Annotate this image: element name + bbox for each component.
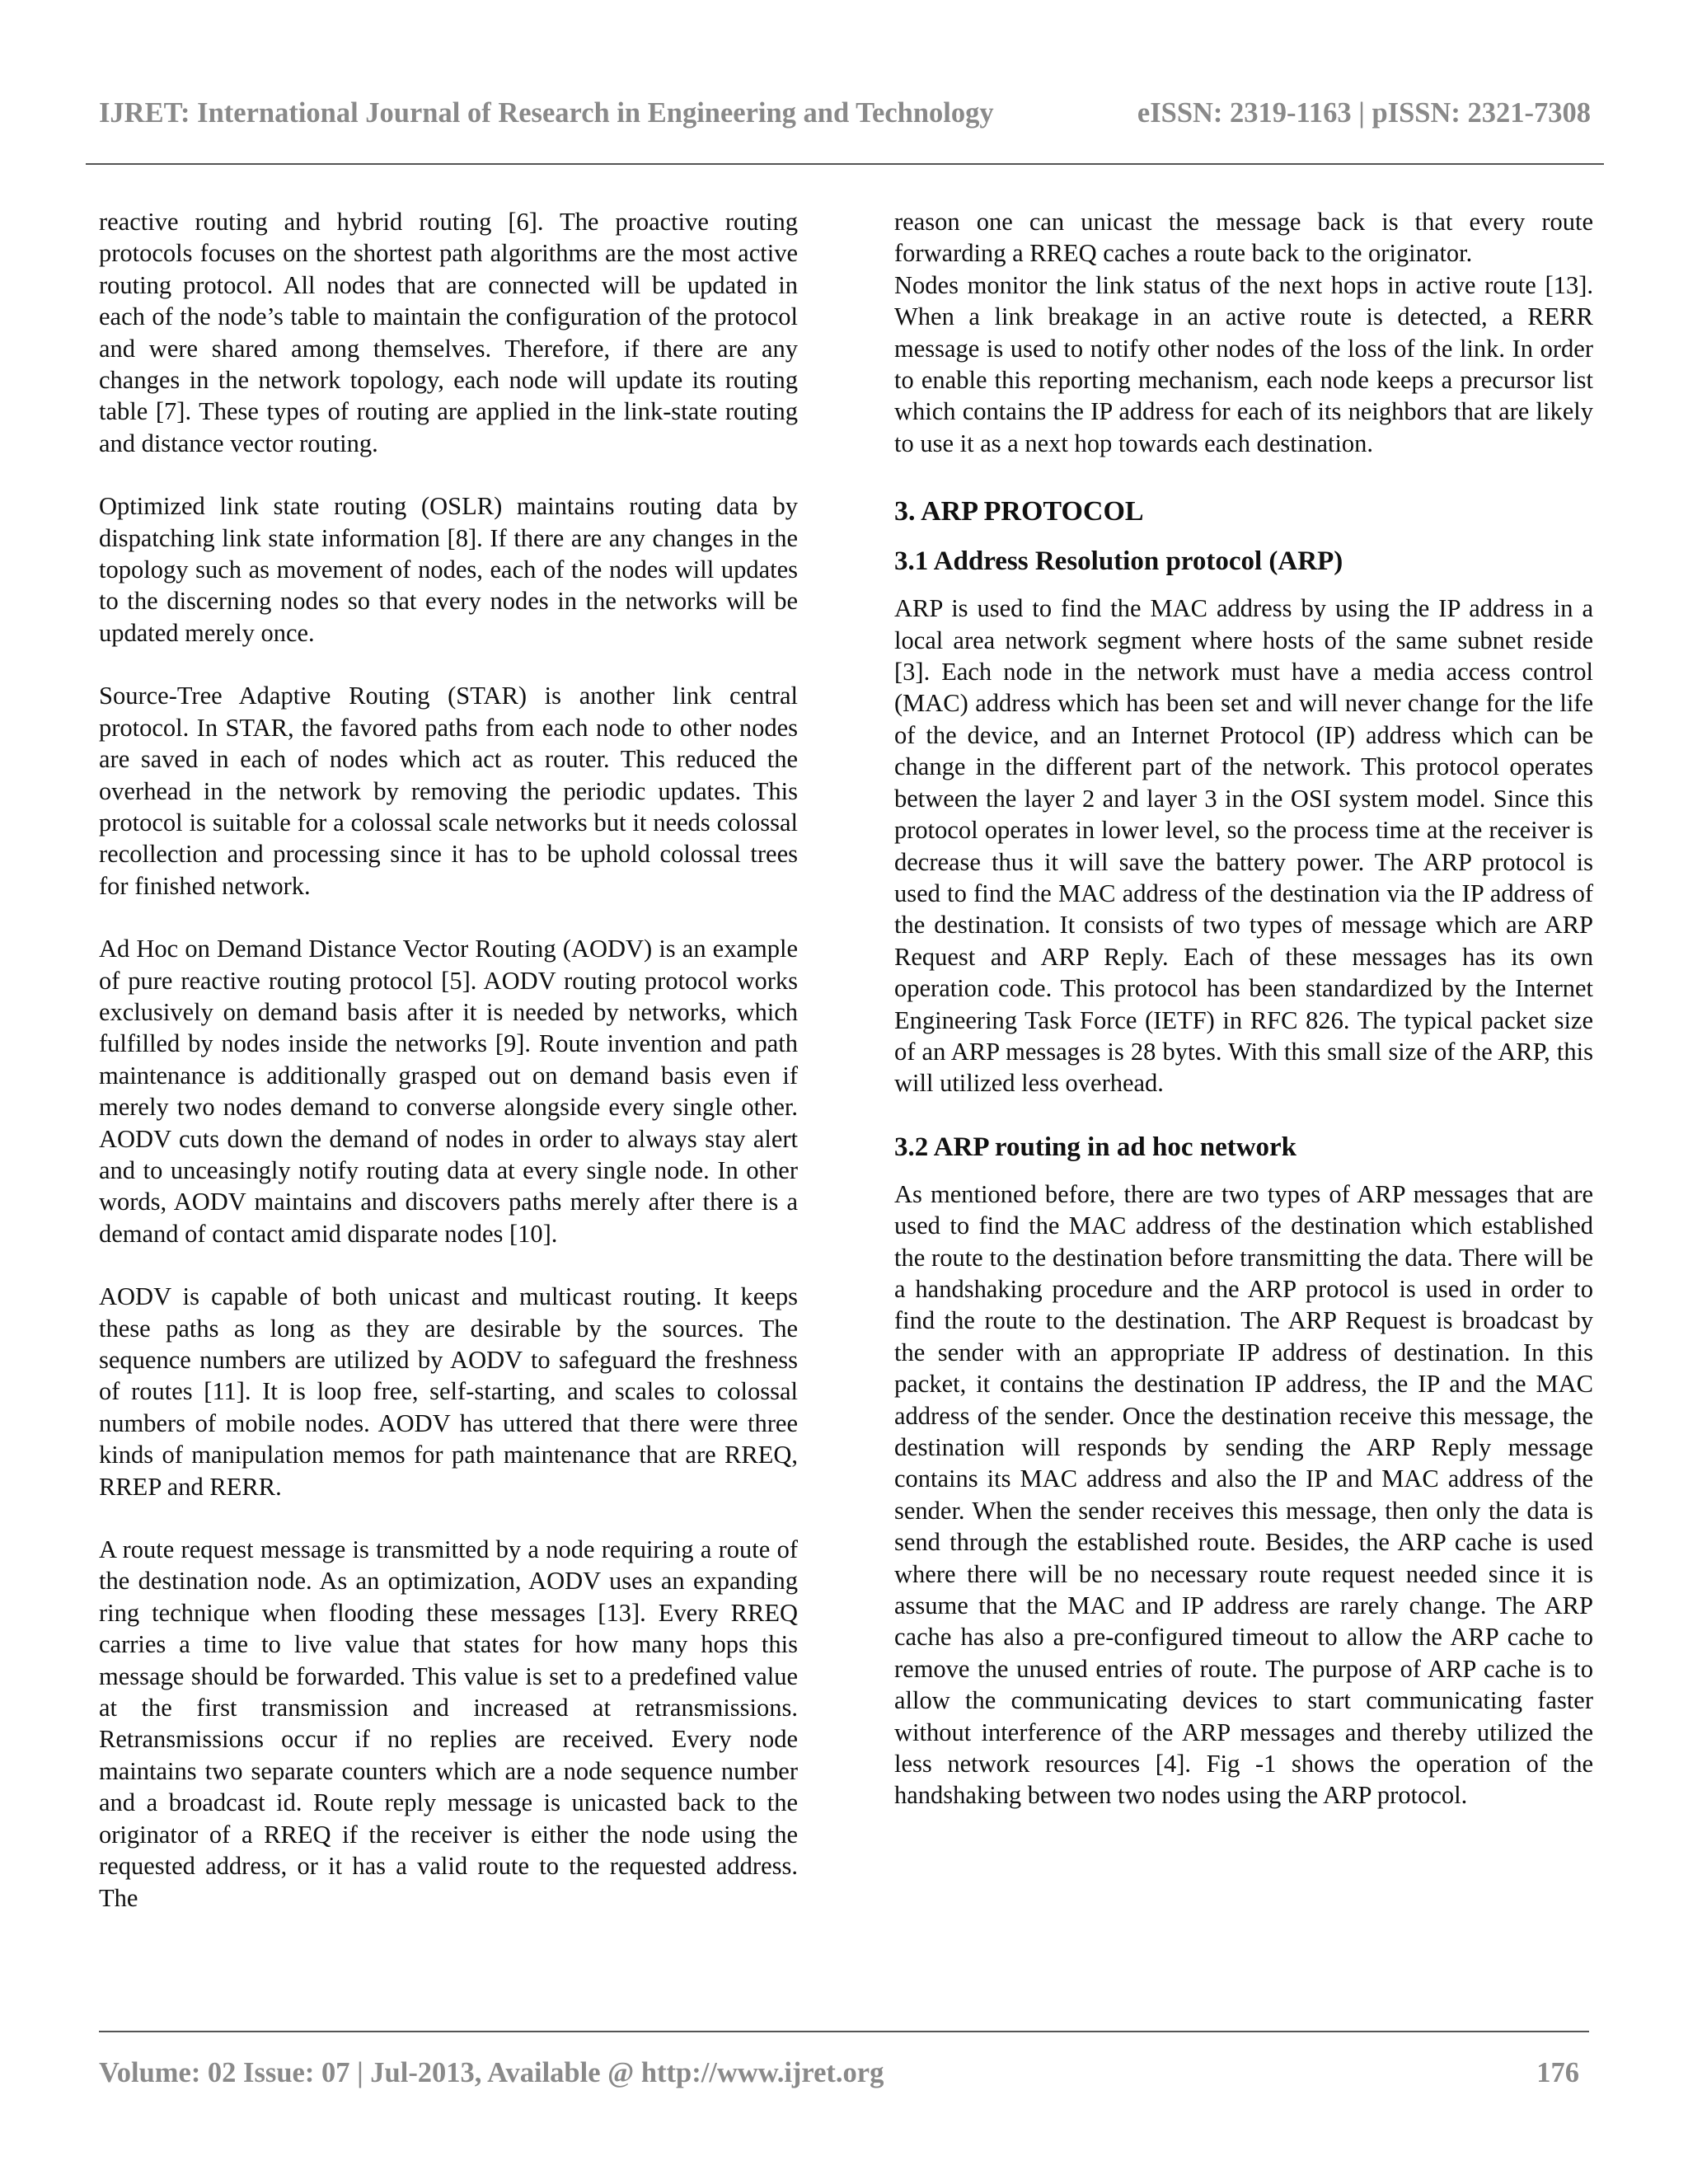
section-heading-arp-protocol: 3. ARP PROTOCOL [894, 496, 1144, 527]
paragraph-aodv-intro: Ad Hoc on Demand Distance Vector Routing (AODV) is an example of pure reactive routing protocol [5]. AODV routing protocol works exclusively on demand basis after it is needed by networks, which fulfilled by nodes inside the networks [9]. Route invention and path maintenance is additionally grasped out on demand basis even if merely two nodes demand to converse alongside every single other. AODV cuts down the demand of nodes in order to always stay alert and to unceasingly notify routing data at every single node. In other words, AODV maintains and discovers paths merely after there is a demand of contact amid disparate nodes [10]. [99, 935, 798, 1248]
paragraph-proactive-routing: reactive routing and hybrid routing [6]. The proactive routing protocols focuses on the shortest path algorithms are the most active routing protocol. All nodes that are connected will be updated in each of the node’s table to maintain the configuration of the protocol and were shared among themselves. Therefore, if there are any changes in the network topology, each node will update its routing table [7]. These types of routing are applied in the link-state routing and distance vector routing. [99, 208, 798, 457]
subsection-heading-arp-routing: 3.2 ARP routing in ad hoc network [894, 1132, 1297, 1162]
right-column [894, 206, 1593, 1811]
header-divider [86, 163, 1604, 165]
page-footer [99, 2057, 1579, 2089]
paragraph-arp-routing: As mentioned before, there are two types of ARP messages that are used to find the MAC address of the destination which established the route to the destination before transmitting the data. There will be a handshaking procedure and the ARP protocol is used in order to find the route to the destination. The ARP Request is broadcast by the sender with an appropriate IP address of destination. In this packet, it contains the destination IP address, the IP and the MAC address of the sender. Once the destination receive this message, the destination will responds by sending the ARP Reply message contains its MAC address and also the IP and MAC address of the sender. When the sender receives this message, then only the data is send through the established route. Besides, the ARP cache is used where there will be no necessary route request needed since it is assume that the MAC and IP address are rarely change. The ARP cache has also a pre-configured timeout to allow the ARP cache to remove the unused entries of route. The purpose of ARP cache is to allow the communicating devices to start communicating faster without interference of the ARP messages and thereby utilized the less network resources [4]. Fig -1 shows the operation of the handshaking between two nodes using the ARP protocol. [894, 1179, 1593, 1810]
paragraph-route-request: A route request message is transmitted by a node requiring a route of the destination node. As an optimization, AODV uses an expanding ring technique when flooding these messages [13]. Every RREQ carries a time to live value that states for how many hops this message should be forwarded. This value is set to a predefined value at the first transmission and increased at retransmissions. Retransmissions occur if no replies are received. Every node maintains two separate counters which are a node sequence number and a broadcast id. Route reply message is unicasted back to the originator of a RREQ if the receiver is either the node using the requested address, or it has a valid route to the requested address. The [99, 1535, 798, 1912]
paragraph-star: Source-Tree Adaptive Routing (STAR) is another link central protocol. In STAR, the favored paths from each node to other nodes are saved in each of nodes which act as router. This reduced the overhead in the network by removing the periodic updates. This protocol is suitable for a colossal scale networks but it needs colossal recollection and processing since it has to be uphold colossal trees for finished network. [99, 682, 798, 900]
paragraph-link-monitoring: Nodes monitor the link status of the next hops in active route [13]. When a link breakage in an active route is detected, a RERR message is used to notify other nodes of the loss of the link. In order to enable this reporting mechanism, each node keeps a precursor list which contains the IP address for each of its neighbors that are likely to use it as a next hop towards each destination. [894, 270, 1593, 457]
page-number: 176 [1536, 2057, 1579, 2088]
issn-info: eISSN: 2319-1163 | pISSN: 2321-7308 [1137, 97, 1591, 129]
paragraph-aodv-unicast: AODV is capable of both unicast and multicast routing. It keeps these paths as long as they are desirable by the sources. The sequence numbers are utilized by AODV to safeguard the freshness of routes [11]. It is loop free, self-starting, and scales to colossal numbers of mobile nodes. AODV has uttered that there were three kinds of manipulation memos for path maintenance that are RREQ, RREP and RERR. [99, 1282, 798, 1501]
volume-info: Volume: 02 Issue: 07 | Jul-2013, Available @ http://www.ijret.org [99, 2057, 884, 2088]
paragraph-unicast-reason: reason one can unicast the message back is that every route forwarding a RREQ caches a route back to the originator. [894, 208, 1593, 268]
subsection-heading-arp: 3.1 Address Resolution protocol (ARP) [894, 546, 1343, 577]
paragraph-arp-description: ARP is used to find the MAC address by using the IP address in a local area network segment where hosts of the same subnet reside [3]. Each node in the network must have a media access control (MAC) address which has been set and will never change for the life of the device, and an Internet Protocol (IP) address which can be change in the different part of the network. This protocol operates between the layer 2 and layer 3 in the OSI system model. Since this protocol operates in lower level, so the process time at the receiver is decrease thus it will save the battery power. The ARP protocol is used to find the MAC address of the destination via the IP address of the destination. It consists of two types of message which are ARP Request and ARP Reply. Each of these messages has its own operation code. This protocol has been standardized by the Internet Engineering Task Force (IETF) in RFC 826. The typical packet size of an ARP messages is 28 bytes. With this small size of the ARP, this will utilized less overhead. [894, 594, 1593, 1098]
journal-title: IJRET: International Journal of Research in Engineering and Technology [99, 97, 994, 129]
footer-divider [99, 2031, 1589, 2032]
paragraph-oslr: Optimized link state routing (OSLR) maintains routing data by dispatching link state information [8]. If there are any changes in the topology such as movement of nodes, each of the nodes will updates to the discerning nodes so that every nodes in the networks will be updated merely once. [99, 492, 798, 647]
page-header [99, 97, 1591, 129]
left-column [99, 206, 798, 1914]
